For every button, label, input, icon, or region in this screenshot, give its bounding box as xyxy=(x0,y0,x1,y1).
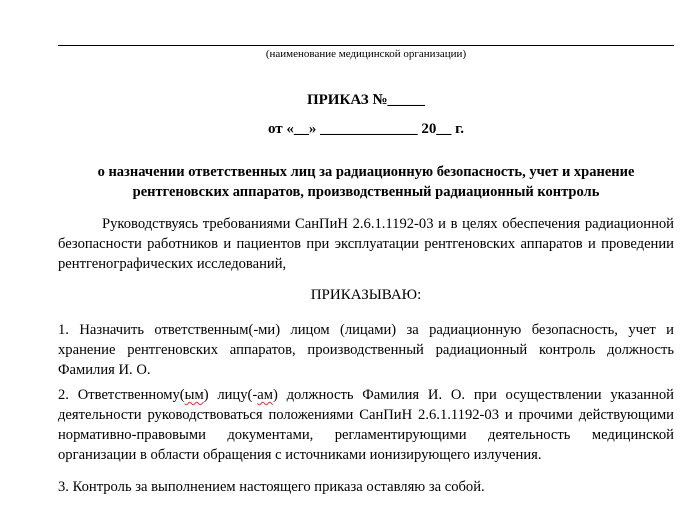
order-item-2-text-c: ) лицу(- xyxy=(203,387,258,403)
spellcheck-underlined-word: ым xyxy=(184,387,204,403)
order-subject xyxy=(58,162,674,202)
order-date: от «__» _____________ 20__ г. xyxy=(267,121,465,137)
org-name-caption: (наименование медицинской организации) xyxy=(265,48,467,60)
order-directive-word: ПРИКАЗЫВАЮ: xyxy=(310,287,422,303)
order-item-3: 3. Контроль за выполнением настоящего приказа оставляю за собой. xyxy=(58,479,485,495)
order-item-2-text-e: ) должность Фамилия И. О. при осуществлении указанной деятельности руководствоваться положениями СанПиН 2.6.1.1192-03 и прочими действующими нормативно-правовыми документами, регламентирующими деятельность медицинской организации в области обращения с источниками ионизирующего излучения. xyxy=(58,387,674,463)
order-subject-line-2: рентгеновских аппаратов, производственный радиационный контроль xyxy=(132,184,600,200)
order-item-1: 1. Назначить ответственным(-ми) лицом (лицами) за радиационную безопасность, учет и хранение рентгеновских аппаратов, производственный радиационный контроль должность Фамилия И. О. xyxy=(58,322,674,378)
order-title: ПРИКАЗ №_____ xyxy=(306,92,426,108)
intro-paragraph: Руководствуясь требованиями СанПиН 2.6.1.1192-03 и в целях обеспечения радиационной безопасности работников и пациентов при эксплуатации рентгеновских аппаратов и проведении рентгенографических исследований, xyxy=(58,216,674,272)
spellcheck-underlined-word: ам xyxy=(257,387,273,403)
order-item-2 xyxy=(58,385,674,465)
order-subject-line-1: о назначении ответственных лиц за радиационную безопасность, учет и хранение xyxy=(97,164,635,180)
order-item-2-text-a: 2. Ответственному( xyxy=(58,387,185,403)
org-name-blank-line xyxy=(58,45,674,46)
